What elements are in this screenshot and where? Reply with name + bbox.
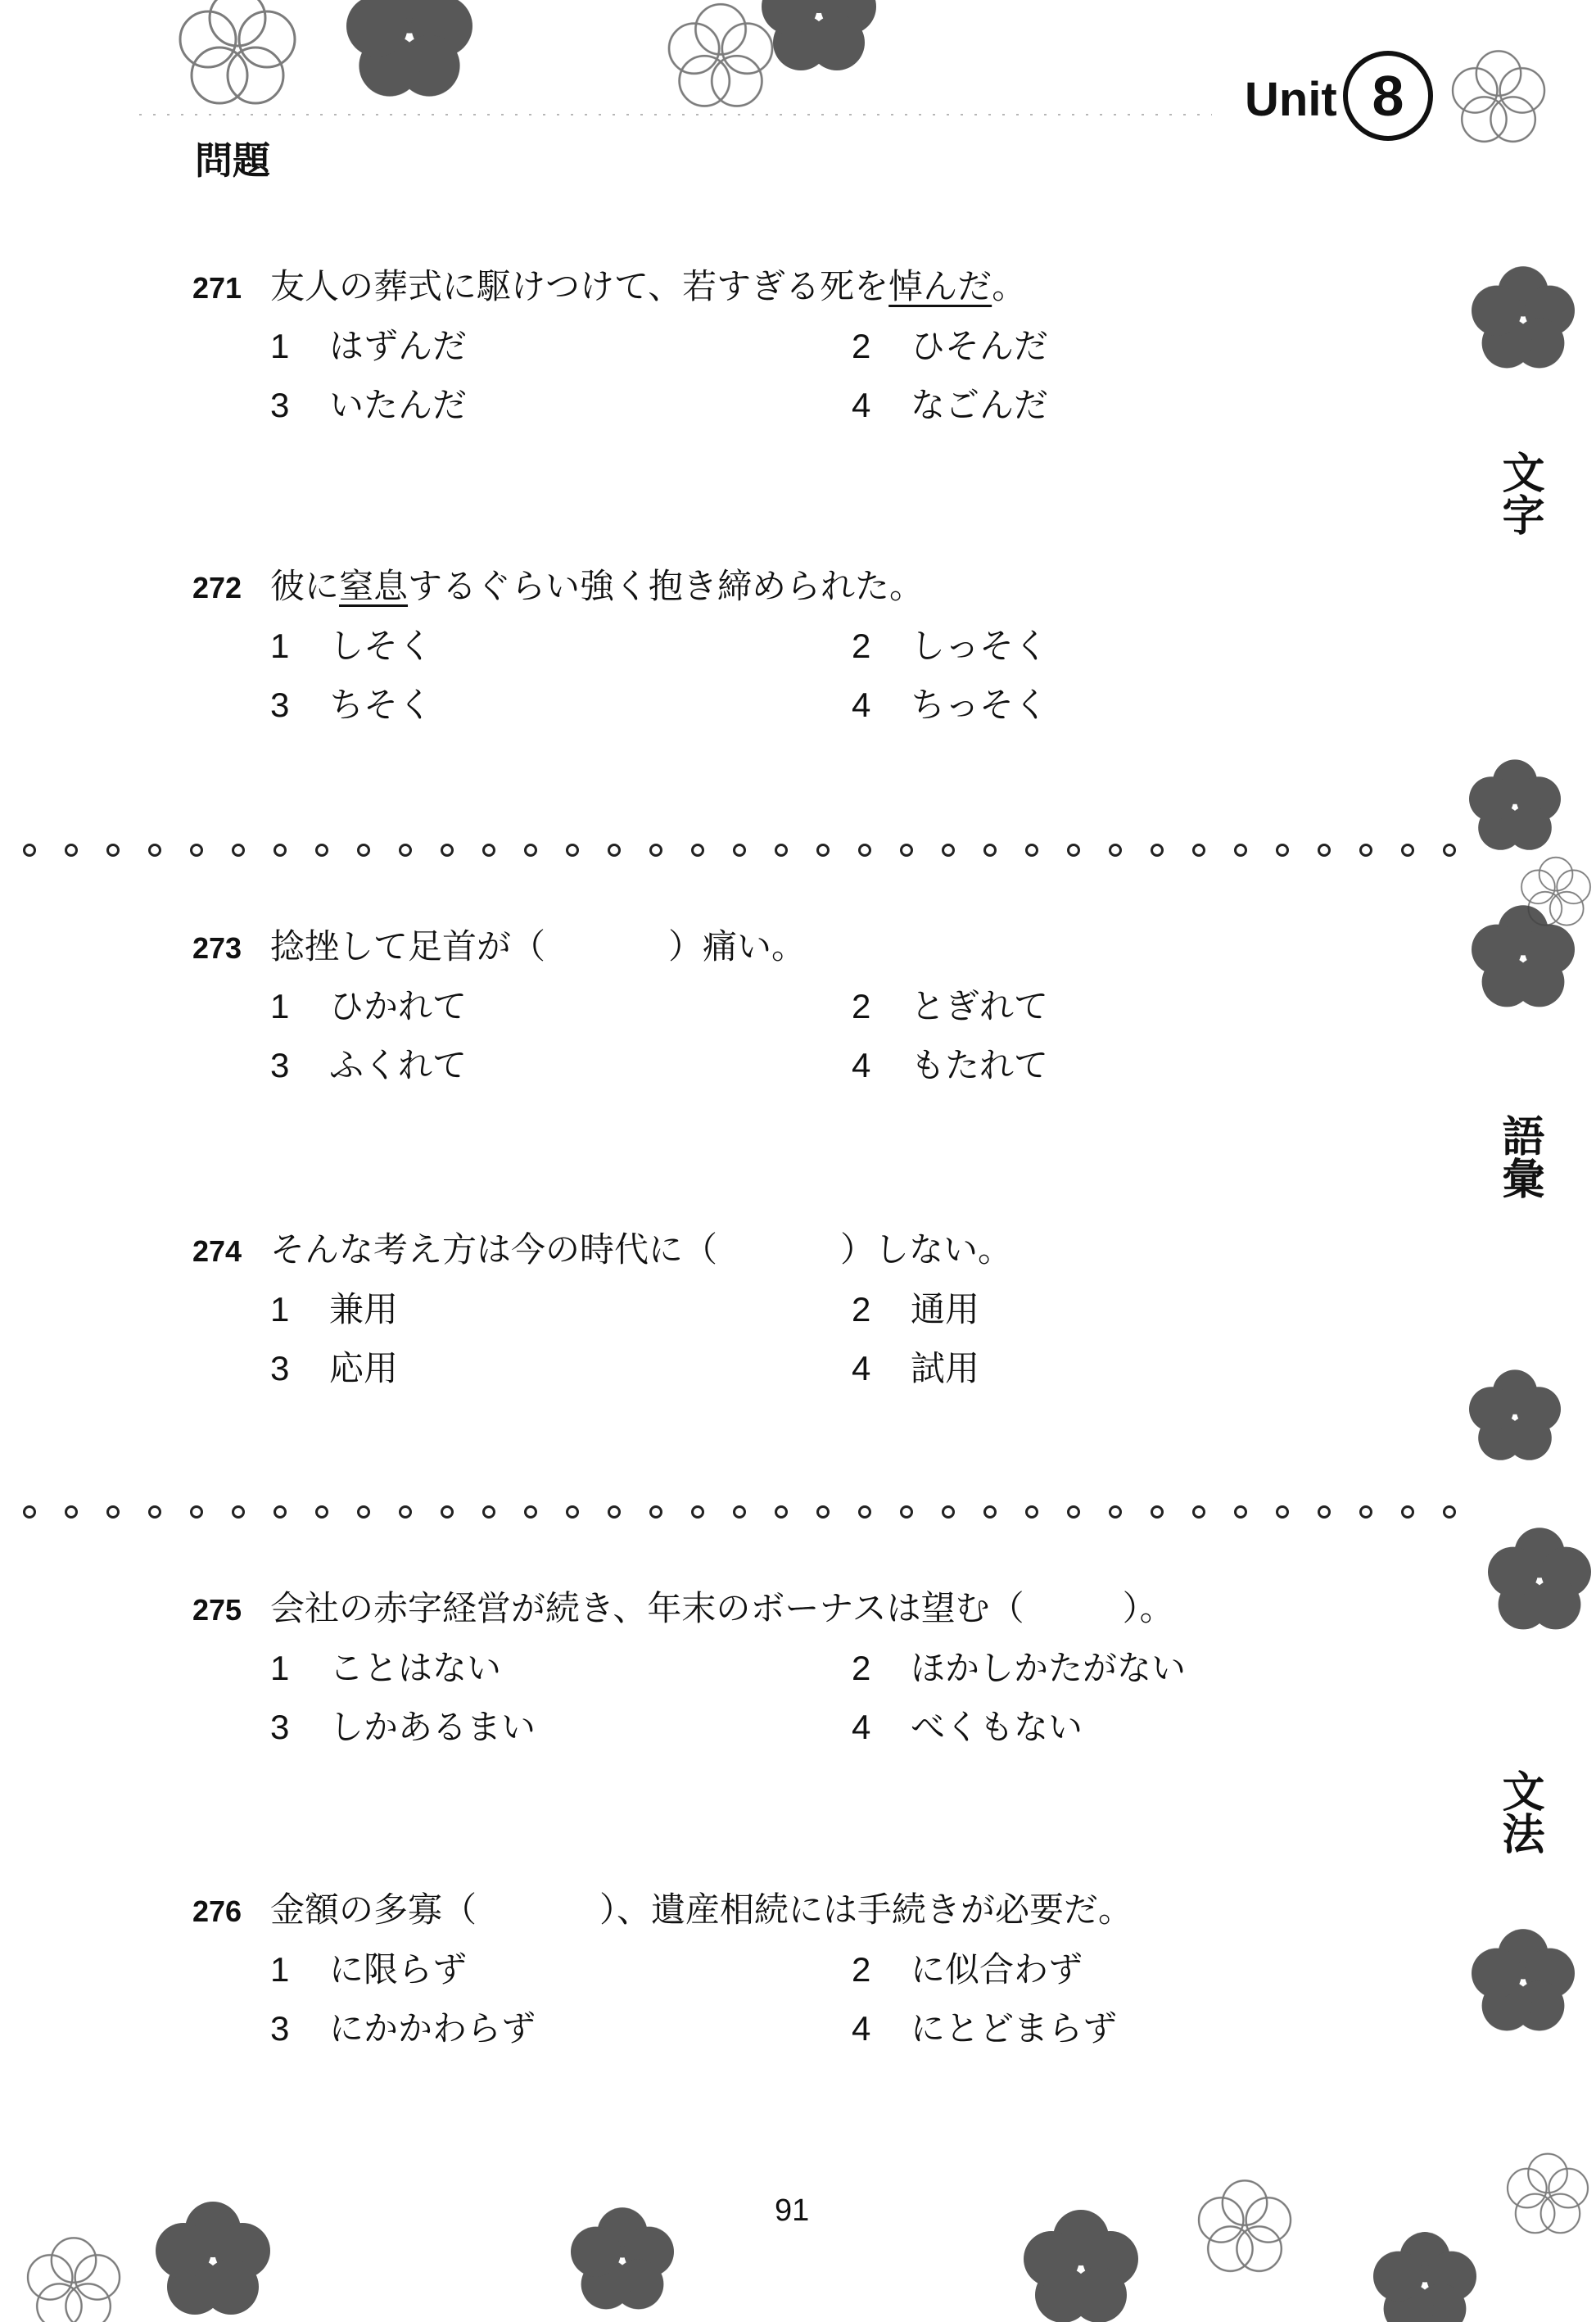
question-276	[192, 1887, 1421, 2053]
question-stem	[192, 264, 1421, 311]
question-number: 272	[192, 571, 242, 604]
option-number: 4	[852, 686, 871, 724]
option-4[interactable]	[852, 1039, 1048, 1088]
options-row	[192, 1994, 1421, 2053]
question-275	[192, 1586, 1421, 1751]
stem-text-end: ）痛い。	[668, 926, 807, 966]
option-3[interactable]	[270, 1039, 467, 1088]
option-4[interactable]	[852, 2002, 1117, 2051]
question-number: 274	[192, 1234, 242, 1268]
question-number: 271	[192, 271, 242, 305]
stem-text-end: 。	[992, 266, 1027, 306]
section-heading: 問題	[195, 138, 270, 183]
option-text: しっそく	[911, 626, 1049, 666]
options-row	[192, 670, 1421, 729]
option-text: に似合わず	[911, 1949, 1083, 1989]
option-1[interactable]	[270, 980, 467, 1029]
side-tab-bunpo	[1490, 1769, 1548, 1854]
underlined-word: 窒息	[339, 566, 409, 606]
option-1[interactable]	[270, 619, 432, 668]
option-1[interactable]	[270, 1641, 501, 1691]
question-stem	[192, 1227, 1421, 1274]
option-text: ひそんだ	[911, 326, 1049, 366]
option-text: 兼用	[329, 1289, 399, 1329]
options-row	[192, 1030, 1421, 1089]
option-number: 1	[270, 987, 290, 1025]
option-text: なごんだ	[911, 385, 1049, 425]
stem-text: そんな考え方は今の時代に（	[270, 1229, 718, 1270]
option-3[interactable]	[270, 678, 432, 727]
option-number: 4	[852, 386, 871, 424]
option-number: 4	[852, 2009, 871, 2048]
option-number: 1	[270, 1649, 290, 1687]
option-number: 3	[270, 386, 290, 424]
option-text: 試用	[911, 1348, 980, 1388]
option-text: 応用	[329, 1348, 399, 1388]
question-271	[192, 264, 1421, 429]
section-divider	[23, 1505, 1456, 1525]
options-row	[192, 971, 1421, 1030]
option-1[interactable]	[270, 1283, 398, 1332]
stem-text: 友人の葬式に駆けつけて、若すぎる死を	[270, 266, 889, 306]
option-text: とぎれて	[911, 986, 1049, 1026]
options-row	[192, 1633, 1421, 1692]
options-row	[192, 370, 1421, 429]
option-3[interactable]	[270, 1342, 398, 1391]
stem-text: 彼に	[270, 566, 340, 606]
question-number: 275	[192, 1593, 242, 1627]
option-4[interactable]	[852, 678, 1048, 727]
stem-text-end: ）しない。	[840, 1229, 1013, 1270]
stem-text-end: するぐらい強く抱き締められた。	[408, 566, 925, 606]
question-273	[192, 924, 1421, 1089]
option-text: ちっそく	[911, 685, 1049, 725]
option-text: しそく	[329, 626, 433, 666]
option-1[interactable]	[270, 319, 467, 369]
option-4[interactable]	[852, 1342, 979, 1391]
option-2[interactable]	[852, 1641, 1186, 1691]
unit-number-badge: 8	[1343, 51, 1433, 141]
option-number: 2	[852, 1649, 871, 1687]
option-3[interactable]	[270, 1700, 536, 1749]
option-number: 1	[270, 1290, 290, 1328]
question-272	[192, 564, 1421, 729]
question-number: 273	[192, 931, 242, 965]
side-tab-moji	[1490, 450, 1548, 536]
option-text: 通用	[911, 1289, 980, 1329]
stem-text: 金額の多寡（	[270, 1890, 477, 1930]
question-stem	[192, 1887, 1421, 1935]
options-row	[192, 1274, 1421, 1333]
option-text: にかかわらず	[329, 2008, 536, 2048]
option-number: 3	[270, 2009, 290, 2048]
page-number: 91	[775, 2193, 810, 2228]
option-text: にとどまらず	[911, 2008, 1118, 2048]
stem-text-end: ）。	[1122, 1588, 1174, 1628]
question-number: 276	[192, 1894, 242, 1928]
option-number: 1	[270, 327, 290, 365]
underlined-word: 悼んだ	[888, 266, 992, 306]
question-stem	[192, 924, 1421, 971]
stem-text-end: ）、遺産相続には手続きが必要だ。	[599, 1890, 1133, 1930]
option-number: 1	[270, 1950, 290, 1989]
option-number: 3	[270, 1349, 290, 1387]
option-4[interactable]	[852, 378, 1048, 428]
question-stem	[192, 1586, 1421, 1633]
stem-text: 会社の赤字経営が続き、年末のボーナスは望む（	[270, 1588, 1024, 1628]
option-3[interactable]	[270, 2002, 536, 2051]
option-text: に限らず	[329, 1949, 468, 1989]
question-stem	[192, 564, 1421, 611]
option-text: ことはない	[329, 1648, 502, 1688]
option-1[interactable]	[270, 1943, 467, 1992]
stem-text: 捻挫して足首が（	[270, 926, 546, 966]
options-row	[192, 611, 1421, 670]
option-number: 4	[852, 1046, 871, 1084]
option-2[interactable]	[852, 1283, 979, 1332]
option-2[interactable]	[852, 1943, 1083, 1992]
option-number: 2	[852, 1290, 871, 1328]
option-text: ふくれて	[329, 1045, 468, 1085]
option-text: しかあるまい	[329, 1707, 536, 1747]
question-274	[192, 1227, 1421, 1392]
option-4[interactable]	[852, 1700, 1083, 1749]
option-number: 2	[852, 1950, 871, 1989]
option-text: はずんだ	[329, 326, 468, 366]
option-3[interactable]	[270, 378, 467, 428]
option-2[interactable]	[852, 319, 1048, 369]
option-number: 4	[852, 1708, 871, 1746]
option-text: ちそく	[329, 685, 433, 725]
option-number: 1	[270, 627, 290, 665]
options-row	[192, 1935, 1421, 1994]
side-tab-label: 語彙	[1494, 1114, 1544, 1199]
option-2[interactable]	[852, 980, 1048, 1029]
option-number: 2	[852, 627, 871, 665]
option-text: もたれて	[911, 1045, 1049, 1085]
options-row	[192, 1692, 1421, 1751]
option-number: 3	[270, 1046, 290, 1084]
section-divider	[23, 844, 1456, 863]
option-text: ほかしかたがない	[911, 1648, 1187, 1688]
option-text: いたんだ	[329, 385, 468, 425]
side-tab-goi	[1490, 1114, 1548, 1199]
side-tab-label: 文法	[1494, 1769, 1544, 1854]
unit-label: Unit	[1245, 73, 1337, 126]
option-number: 2	[852, 327, 871, 365]
option-text: べくもない	[911, 1707, 1083, 1747]
option-number: 3	[270, 686, 290, 724]
options-row	[192, 311, 1421, 370]
option-number: 2	[852, 987, 871, 1025]
option-number: 3	[270, 1708, 290, 1746]
side-tab-label: 文字	[1494, 450, 1544, 536]
option-2[interactable]	[852, 619, 1048, 668]
option-number: 4	[852, 1349, 871, 1387]
options-row	[192, 1333, 1421, 1392]
option-text: ひかれて	[329, 986, 468, 1026]
